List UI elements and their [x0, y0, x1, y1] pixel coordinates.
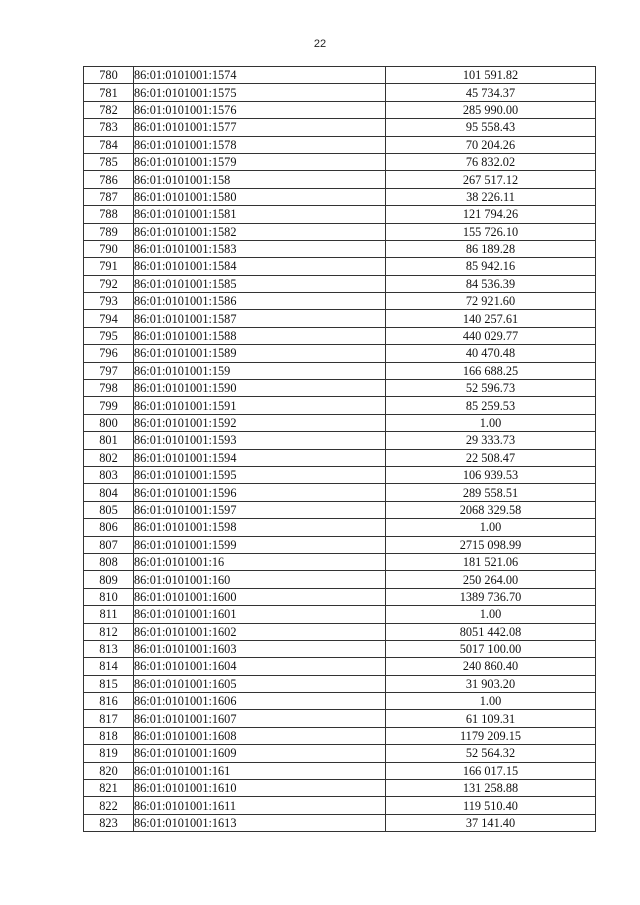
- value-cell: 37 141.40: [386, 814, 596, 831]
- table-row: [84, 414, 596, 431]
- cadastral-number-cell: 86:01:0101001:1610: [134, 780, 386, 797]
- value-cell: 52 564.32: [386, 745, 596, 762]
- row-number-cell: 791: [84, 258, 134, 275]
- table-row: [84, 275, 596, 292]
- value-cell: 84 536.39: [386, 275, 596, 292]
- table-row: [84, 536, 596, 553]
- row-number-cell: 809: [84, 571, 134, 588]
- cadastral-number-cell: 86:01:0101001:1597: [134, 501, 386, 518]
- cadastral-number-cell: 86:01:0101001:1590: [134, 380, 386, 397]
- table-row: [84, 814, 596, 831]
- value-cell: 289 558.51: [386, 484, 596, 501]
- table-row: [84, 397, 596, 414]
- cadastral-number-cell: 86:01:0101001:1577: [134, 119, 386, 136]
- value-cell: 52 596.73: [386, 380, 596, 397]
- table-row: [84, 693, 596, 710]
- table-row: [84, 710, 596, 727]
- cadastral-number-cell: 86:01:0101001:1585: [134, 275, 386, 292]
- table-row: [84, 206, 596, 223]
- row-number-cell: 819: [84, 745, 134, 762]
- row-number-cell: 788: [84, 206, 134, 223]
- table-row: [84, 171, 596, 188]
- table-row: [84, 606, 596, 623]
- cadastral-number-cell: 86:01:0101001:1613: [134, 814, 386, 831]
- table-row: [84, 119, 596, 136]
- value-cell: 22 508.47: [386, 449, 596, 466]
- table-row: [84, 293, 596, 310]
- table-row: [84, 675, 596, 692]
- value-cell: 31 903.20: [386, 675, 596, 692]
- row-number-cell: 790: [84, 240, 134, 257]
- row-number-cell: 783: [84, 119, 134, 136]
- cadastral-number-cell: 86:01:0101001:1575: [134, 84, 386, 101]
- row-number-cell: 823: [84, 814, 134, 831]
- cadastral-table: [83, 66, 596, 832]
- cadastral-number-cell: 86:01:0101001:1576: [134, 101, 386, 118]
- row-number-cell: 800: [84, 414, 134, 431]
- table-row: [84, 780, 596, 797]
- row-number-cell: 814: [84, 658, 134, 675]
- value-cell: 45 734.37: [386, 84, 596, 101]
- row-number-cell: 812: [84, 623, 134, 640]
- row-number-cell: 803: [84, 466, 134, 483]
- table-row: [84, 797, 596, 814]
- cadastral-number-cell: 86:01:0101001:1586: [134, 293, 386, 310]
- table-row: [84, 571, 596, 588]
- cadastral-number-cell: 86:01:0101001:1599: [134, 536, 386, 553]
- row-number-cell: 806: [84, 519, 134, 536]
- row-number-cell: 818: [84, 727, 134, 744]
- value-cell: 240 860.40: [386, 658, 596, 675]
- row-number-cell: 804: [84, 484, 134, 501]
- table-row: [84, 223, 596, 240]
- value-cell: 2715 098.99: [386, 536, 596, 553]
- value-cell: 166 688.25: [386, 362, 596, 379]
- table-row: [84, 501, 596, 518]
- table-row: [84, 101, 596, 118]
- row-number-cell: 780: [84, 67, 134, 84]
- row-number-cell: 793: [84, 293, 134, 310]
- value-cell: 1.00: [386, 414, 596, 431]
- row-number-cell: 801: [84, 432, 134, 449]
- row-number-cell: 794: [84, 310, 134, 327]
- row-number-cell: 782: [84, 101, 134, 118]
- table-row: [84, 553, 596, 570]
- value-cell: 29 333.73: [386, 432, 596, 449]
- table-row: [84, 466, 596, 483]
- value-cell: 8051 442.08: [386, 623, 596, 640]
- value-cell: 166 017.15: [386, 762, 596, 779]
- value-cell: 285 990.00: [386, 101, 596, 118]
- table-row: [84, 188, 596, 205]
- table-row: [84, 327, 596, 344]
- row-number-cell: 811: [84, 606, 134, 623]
- value-cell: 1389 736.70: [386, 588, 596, 605]
- cadastral-number-cell: 86:01:0101001:1583: [134, 240, 386, 257]
- value-cell: 1179 209.15: [386, 727, 596, 744]
- cadastral-number-cell: 86:01:0101001:16: [134, 553, 386, 570]
- row-number-cell: 798: [84, 380, 134, 397]
- value-cell: 1.00: [386, 606, 596, 623]
- value-cell: 181 521.06: [386, 553, 596, 570]
- cadastral-number-cell: 86:01:0101001:1596: [134, 484, 386, 501]
- cadastral-number-cell: 86:01:0101001:1584: [134, 258, 386, 275]
- table-row: [84, 588, 596, 605]
- cadastral-number-cell: 86:01:0101001:1598: [134, 519, 386, 536]
- table-row: [84, 310, 596, 327]
- row-number-cell: 807: [84, 536, 134, 553]
- cadastral-number-cell: 86:01:0101001:1591: [134, 397, 386, 414]
- row-number-cell: 821: [84, 780, 134, 797]
- value-cell: 2068 329.58: [386, 501, 596, 518]
- table-row: [84, 362, 596, 379]
- value-cell: 119 510.40: [386, 797, 596, 814]
- row-number-cell: 810: [84, 588, 134, 605]
- cadastral-number-cell: 86:01:0101001:1607: [134, 710, 386, 727]
- table-row: [84, 153, 596, 170]
- table-row: [84, 136, 596, 153]
- cadastral-number-cell: 86:01:0101001:1593: [134, 432, 386, 449]
- row-number-cell: 797: [84, 362, 134, 379]
- value-cell: 40 470.48: [386, 345, 596, 362]
- value-cell: 5017 100.00: [386, 640, 596, 657]
- cadastral-number-cell: 86:01:0101001:1611: [134, 797, 386, 814]
- cadastral-number-cell: 86:01:0101001:1608: [134, 727, 386, 744]
- row-number-cell: 785: [84, 153, 134, 170]
- row-number-cell: 799: [84, 397, 134, 414]
- table-row: [84, 519, 596, 536]
- cadastral-number-cell: 86:01:0101001:1587: [134, 310, 386, 327]
- table-row: [84, 762, 596, 779]
- value-cell: 95 558.43: [386, 119, 596, 136]
- row-number-cell: 781: [84, 84, 134, 101]
- cadastral-number-cell: 86:01:0101001:1605: [134, 675, 386, 692]
- page-number: 22: [313, 38, 327, 50]
- table-row: [84, 640, 596, 657]
- value-cell: 1.00: [386, 519, 596, 536]
- cadastral-number-cell: 86:01:0101001:1580: [134, 188, 386, 205]
- value-cell: 155 726.10: [386, 223, 596, 240]
- value-cell: 85 259.53: [386, 397, 596, 414]
- table-row: [84, 623, 596, 640]
- row-number-cell: 796: [84, 345, 134, 362]
- cadastral-number-cell: 86:01:0101001:1592: [134, 414, 386, 431]
- row-number-cell: 816: [84, 693, 134, 710]
- table-row: [84, 345, 596, 362]
- cadastral-number-cell: 86:01:0101001:1606: [134, 693, 386, 710]
- row-number-cell: 815: [84, 675, 134, 692]
- row-number-cell: 784: [84, 136, 134, 153]
- row-number-cell: 808: [84, 553, 134, 570]
- value-cell: 267 517.12: [386, 171, 596, 188]
- cadastral-number-cell: 86:01:0101001:1600: [134, 588, 386, 605]
- value-cell: 140 257.61: [386, 310, 596, 327]
- row-number-cell: 786: [84, 171, 134, 188]
- value-cell: 106 939.53: [386, 466, 596, 483]
- value-cell: 61 109.31: [386, 710, 596, 727]
- cadastral-number-cell: 86:01:0101001:1603: [134, 640, 386, 657]
- cadastral-number-cell: 86:01:0101001:1602: [134, 623, 386, 640]
- table-row: [84, 449, 596, 466]
- row-number-cell: 822: [84, 797, 134, 814]
- cadastral-number-cell: 86:01:0101001:158: [134, 171, 386, 188]
- value-cell: 101 591.82: [386, 67, 596, 84]
- table-row: [84, 727, 596, 744]
- row-number-cell: 789: [84, 223, 134, 240]
- row-number-cell: 813: [84, 640, 134, 657]
- table-row: [84, 258, 596, 275]
- row-number-cell: 802: [84, 449, 134, 466]
- cadastral-number-cell: 86:01:0101001:1579: [134, 153, 386, 170]
- value-cell: 131 258.88: [386, 780, 596, 797]
- value-cell: 121 794.26: [386, 206, 596, 223]
- cadastral-number-cell: 86:01:0101001:1588: [134, 327, 386, 344]
- value-cell: 1.00: [386, 693, 596, 710]
- cadastral-number-cell: 86:01:0101001:159: [134, 362, 386, 379]
- value-cell: 86 189.28: [386, 240, 596, 257]
- value-cell: 76 832.02: [386, 153, 596, 170]
- value-cell: 440 029.77: [386, 327, 596, 344]
- cadastral-number-cell: 86:01:0101001:1574: [134, 67, 386, 84]
- cadastral-number-cell: 86:01:0101001:160: [134, 571, 386, 588]
- cadastral-number-cell: 86:01:0101001:1578: [134, 136, 386, 153]
- row-number-cell: 792: [84, 275, 134, 292]
- table-row: [84, 432, 596, 449]
- cadastral-number-cell: 86:01:0101001:1595: [134, 466, 386, 483]
- cadastral-number-cell: 86:01:0101001:1582: [134, 223, 386, 240]
- row-number-cell: 795: [84, 327, 134, 344]
- cadastral-number-cell: 86:01:0101001:1601: [134, 606, 386, 623]
- cadastral-number-cell: 86:01:0101001:161: [134, 762, 386, 779]
- table-row: [84, 658, 596, 675]
- cadastral-number-cell: 86:01:0101001:1581: [134, 206, 386, 223]
- cadastral-number-cell: 86:01:0101001:1589: [134, 345, 386, 362]
- row-number-cell: 805: [84, 501, 134, 518]
- value-cell: 70 204.26: [386, 136, 596, 153]
- value-cell: 250 264.00: [386, 571, 596, 588]
- row-number-cell: 817: [84, 710, 134, 727]
- table-row: [84, 84, 596, 101]
- value-cell: 85 942.16: [386, 258, 596, 275]
- table-row: [84, 745, 596, 762]
- cadastral-table-body: [84, 67, 596, 832]
- cadastral-number-cell: 86:01:0101001:1609: [134, 745, 386, 762]
- row-number-cell: 820: [84, 762, 134, 779]
- value-cell: 38 226.11: [386, 188, 596, 205]
- table-row: [84, 67, 596, 84]
- row-number-cell: 787: [84, 188, 134, 205]
- table-row: [84, 484, 596, 501]
- cadastral-number-cell: 86:01:0101001:1594: [134, 449, 386, 466]
- value-cell: 72 921.60: [386, 293, 596, 310]
- table-row: [84, 380, 596, 397]
- table-row: [84, 240, 596, 257]
- cadastral-number-cell: 86:01:0101001:1604: [134, 658, 386, 675]
